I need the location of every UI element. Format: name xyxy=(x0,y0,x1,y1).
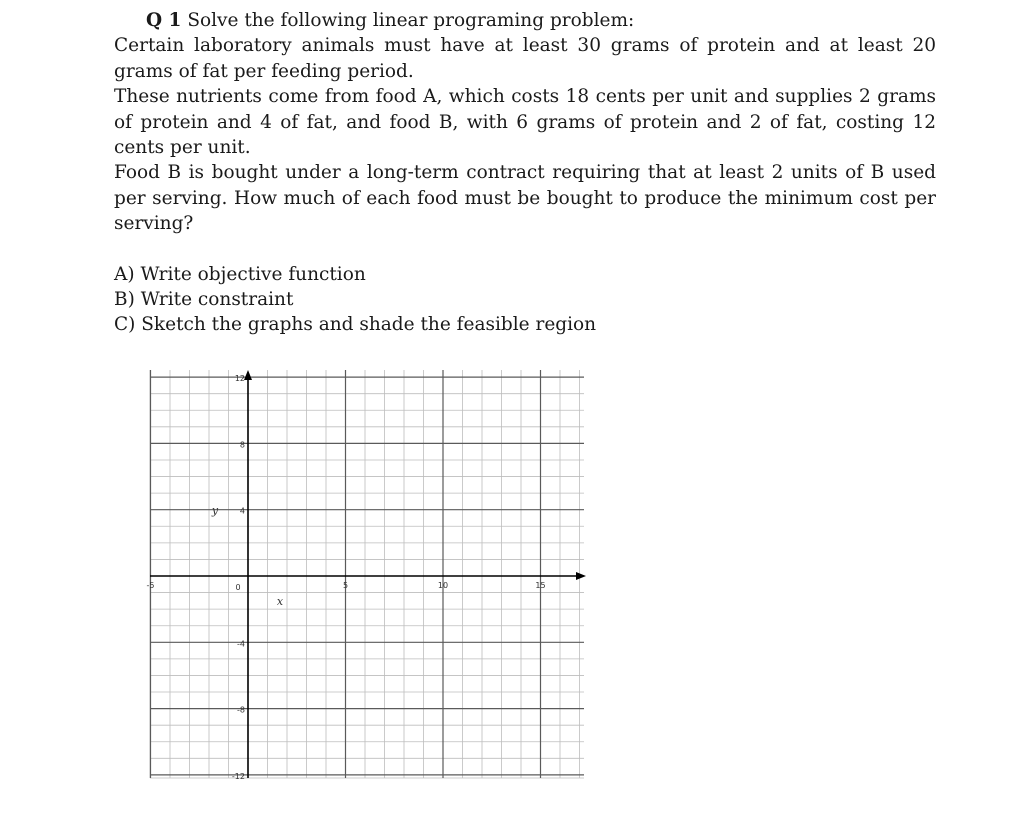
x-axis-variable-label: x xyxy=(276,595,284,608)
part-b: B) Write constraint xyxy=(114,289,294,311)
y-tick-label: -8 xyxy=(237,705,245,715)
x-tick-label: 5 xyxy=(342,581,349,590)
y-tick-label: -4 xyxy=(237,639,245,649)
x-axis-arrow-icon xyxy=(576,572,586,580)
origin-label: 0 xyxy=(235,583,241,592)
question-number: Q 1 xyxy=(146,10,182,31)
part-c: C) Sketch the graphs and shade the feasible region xyxy=(114,314,597,336)
y-tick-label: -12 xyxy=(231,771,245,781)
major-grid-lines xyxy=(150,370,584,778)
part-a: A) Write objective function xyxy=(114,263,366,285)
y-axis-variable-label: y xyxy=(211,504,219,517)
x-tick-label: -5 xyxy=(146,581,155,590)
y-axis-arrow-icon xyxy=(244,370,252,380)
y-tick-label: 8 xyxy=(239,440,245,450)
question-document xyxy=(114,8,936,338)
question-heading xyxy=(114,8,936,33)
paragraph-requirements: Certain laboratory animals must have at least 30 grams of protein and at least 20 grams of fat per feeding period. xyxy=(114,35,936,82)
paragraph-foods: These nutrients come from food A, which costs 18 cents per unit and supplies 2 grams of protein and 4 of fat, and food B, with 6 grams of protein and 2 of fat, costing 12 cents per unit. xyxy=(114,86,936,159)
question-prompt: Solve the following linear programing problem: xyxy=(187,10,635,31)
x-tick-label: 10 xyxy=(437,581,449,590)
grid-svg xyxy=(144,364,590,784)
axes xyxy=(150,370,586,778)
question-parts xyxy=(114,262,936,338)
minor-grid-lines xyxy=(150,370,584,778)
x-tick-label: 15 xyxy=(535,581,546,590)
coordinate-grid xyxy=(144,364,590,784)
paragraph-contract: Food B is bought under a long-term contract requiring that at least 2 units of B used per serving. How much of each food must be bought to produce the minimum cost per serving? xyxy=(114,162,936,235)
y-tick-label: 12 xyxy=(234,374,245,384)
y-tick-label: 4 xyxy=(239,506,245,516)
